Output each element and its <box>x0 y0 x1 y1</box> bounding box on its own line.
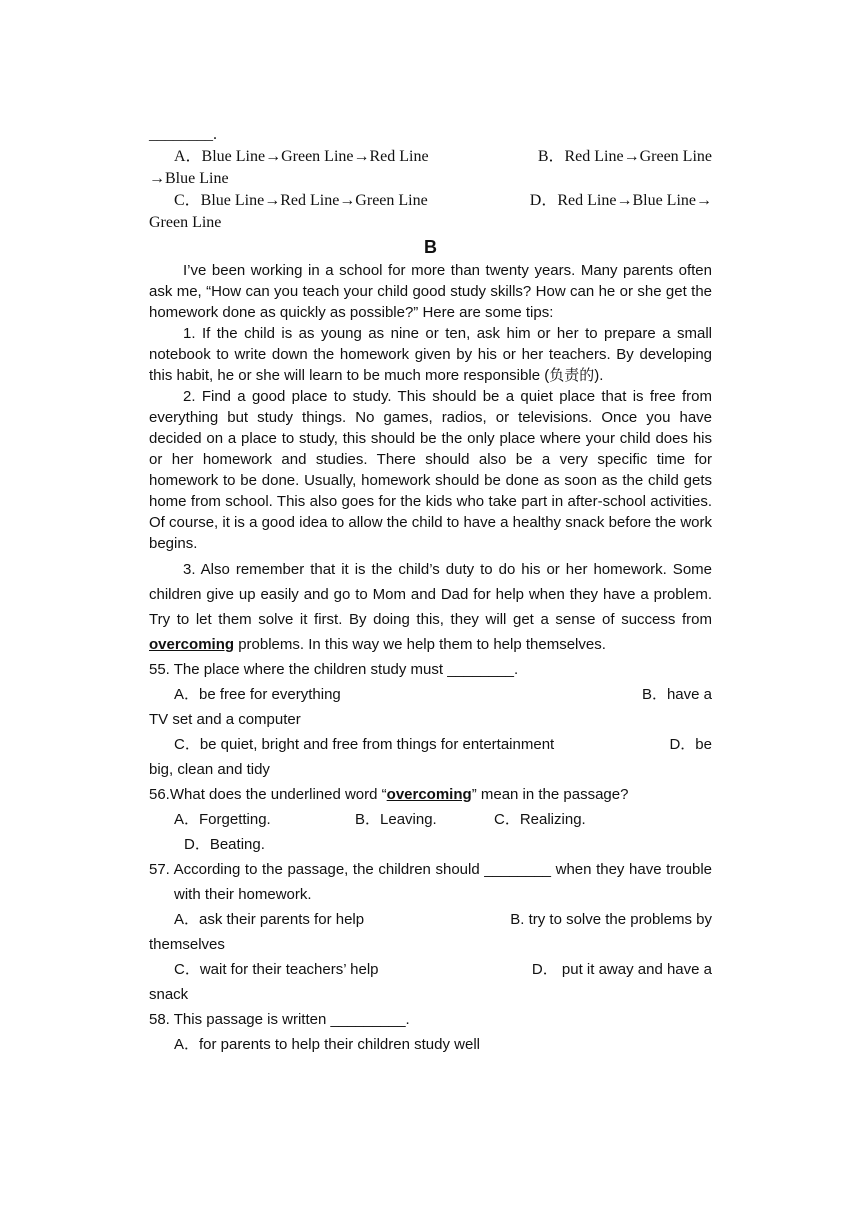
q58-option-a: A．for parents to help their children study well <box>174 1036 480 1053</box>
option-b: B．Red Line→Green Line <box>537 148 712 165</box>
q58-stem: 58. This passage is written _________. <box>149 1011 410 1028</box>
option-b-continuation: →Blue Line <box>149 170 229 187</box>
q56-option-d: D．Beating. <box>184 836 265 853</box>
q57-stem: 57. According to the passage, the children should ________ when they have trouble with their homework. <box>149 861 712 903</box>
q55-option-a: A．be free for everything <box>174 686 341 703</box>
q57-option-d: D． put it away and have a <box>531 961 712 978</box>
q57-row-ab <box>149 907 712 932</box>
passage-heading: B <box>424 237 437 257</box>
option-d-continuation: Green Line <box>149 214 222 231</box>
q56-row-abc <box>149 807 712 832</box>
option-d: D．Red Line→Blue Line→ <box>529 192 712 209</box>
q55-stem: 55. The place where the children study must ________. <box>149 661 519 678</box>
passage-tip-1: 1. If the child is as young as nine or ten, ask him or her to prepare a small notebook to write down the homework given by his or her teachers. By developing this habit, he or she will learn to be much more responsible (负责的). <box>149 325 712 384</box>
q56-option-b: B．Leaving. <box>355 811 437 828</box>
q56-stem-after: ” mean in the passage? <box>471 786 629 803</box>
q57-row-cd <box>149 957 712 982</box>
q57-option-a: A．ask their parents for help <box>174 911 365 928</box>
option-a: A．Blue Line→Green Line→Red Line <box>174 148 429 165</box>
q56-option-a: A．Forgetting. <box>174 811 271 828</box>
underlined-word: overcoming <box>149 636 235 653</box>
option-row-ab <box>149 146 712 168</box>
passage-tip-2: 2. Find a good place to study. This should be a quiet place that is free from everything but study things. No games, radios, or televisions. Once you have decided on a place to study, this should be the only place where your child does his or her homework and studies. There should also be a very specific time for homework to be done. Usually, homework should be done as soon as the child gets home from school. This also goes for the kids who take part in after-school activities. Of course, it is a good idea to allow the child to have a healthy snack before the work begins. <box>149 388 712 552</box>
q57-option-b-continuation: themselves <box>149 936 225 953</box>
q56-option-c: C．Realizing. <box>494 811 586 828</box>
q55-option-c: C．be quiet, bright and free from things for entertainment <box>174 736 555 753</box>
q55-option-b: B．have a <box>641 686 712 703</box>
tip-3-text-after: problems. In this way we help them to help themselves. <box>234 636 606 653</box>
passage-intro: I’ve been working in a school for more than twenty years. Many parents often ask me, “How can you teach your child good study skills? How can he or she get the homework done as quickly as possible?” Here are some tips: <box>149 262 712 321</box>
passage-body <box>149 260 712 554</box>
q56-stem-before: 56.What does the underlined word “ <box>149 786 387 803</box>
q55-row-cd <box>149 732 712 757</box>
q57-option-c: C．wait for their teachers’ help <box>174 961 379 978</box>
answer-blank: ________. <box>149 126 217 143</box>
q56-underlined-word: overcoming <box>386 786 472 803</box>
q57-option-d-continuation: snack <box>149 986 189 1003</box>
option-c: C．Blue Line→Red Line→Green Line <box>174 192 428 209</box>
q57-option-b: B. try to solve the problems by <box>510 911 712 928</box>
q55-option-b-continuation: TV set and a computer <box>149 711 301 728</box>
questions <box>149 657 712 1057</box>
tip-3-text-before: 3. Also remember that it is the child’s duty to do his or her homework. Some children give up easily and go to Mom and Dad for help when they have a problem. Try to let them solve it first. By doing this, they will get a sense of success from <box>149 561 712 628</box>
document-page <box>149 124 712 1057</box>
q55-option-d-continuation: big, clean and tidy <box>149 761 270 778</box>
q56-stem <box>149 782 712 807</box>
q55-row-ab <box>149 682 712 707</box>
passage-tip-3 <box>149 557 712 657</box>
previous-question <box>149 124 712 234</box>
option-row-cd <box>149 190 712 212</box>
q55-option-d: D．be <box>669 736 712 753</box>
